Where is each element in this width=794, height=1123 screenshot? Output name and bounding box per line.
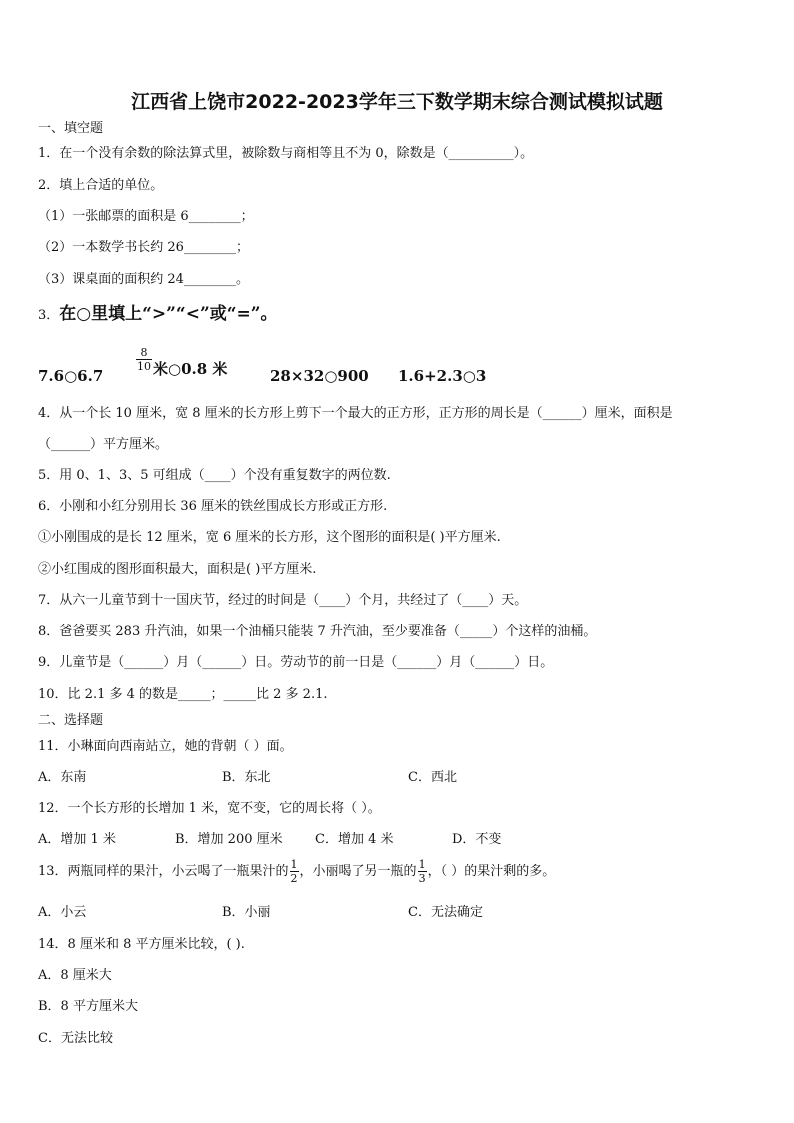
question-6: 6．小刚和小红分别用长 36 厘米的铁丝围成长方形或正方形. — [38, 499, 388, 514]
question-2-part-1: （1）一张邮票的面积是 6________； — [38, 209, 254, 224]
question-9: 9．儿童节是（______）月（______）日。劳动节的前一日是（______）月（______）日。 — [38, 655, 554, 670]
q13-option-a: A．小云 — [38, 905, 87, 920]
question-3-number: 3． — [38, 308, 60, 323]
q13-option-c: C．无法确定 — [408, 905, 483, 920]
question-6-part-2: ②小红围成的图形面积最大，面积是( )平方厘米. — [38, 562, 317, 577]
q11-option-c: C．西北 — [408, 770, 457, 785]
exam-title: 江西省上饶市2022-2023学年三下数学期末综合测试模拟试题 — [131, 91, 663, 113]
question-12: 12．一个长方形的长增加 1 米，宽不变，它的周长将（ ）。 — [38, 801, 381, 816]
fraction-denominator: 10 — [137, 360, 151, 373]
question-3-text: 在○里填上“>”“<”或“=”。 — [59, 304, 278, 324]
question-11: 11．小琳面向西南站立，她的背朝（ ）面。 — [38, 739, 293, 754]
question-1: 1．在一个没有余数的除法算式里，被除数与商相等且不为 0，除数是（__________）。 — [38, 146, 534, 161]
section-heading-fill-in: 一、填空题 — [38, 121, 104, 136]
compare-item-d: 1.6+2.3○3 — [398, 367, 487, 385]
fraction-denominator: 2 — [290, 872, 298, 885]
question-8: 8．爸爸要买 283 升汽油，如果一个油桶只能装 7 升汽油，至少要准备（_____）个这样的油桶。 — [38, 624, 597, 639]
question-13 — [38, 858, 555, 885]
question-3 — [38, 305, 278, 325]
question-6-part-1: ①小刚围成的是长 12 厘米，宽 6 厘米的长方形，这个图形的面积是( )平方厘米. — [38, 530, 501, 545]
question-5: 5．用 0、1、3、5 可组成（____）个没有重复数字的两位数. — [38, 468, 391, 483]
question-2: 2．填上合适的单位。 — [38, 178, 164, 193]
q14-option-b: B．8 平方厘米大 — [38, 999, 138, 1014]
question-13-text-c: ，（ ）的果汁剩的多。 — [427, 864, 556, 879]
fraction-1-3 — [418, 858, 427, 885]
fraction-denominator: 3 — [418, 872, 426, 885]
q11-option-a: A．东南 — [38, 770, 87, 785]
question-2-part-2: （2）一本数学书长约 26________； — [38, 240, 249, 255]
fraction-8-10 — [136, 346, 152, 373]
fraction-numerator: 1 — [290, 858, 298, 871]
section-heading-choice: 二、选择题 — [38, 713, 104, 728]
fraction-1-2 — [290, 858, 299, 885]
fraction-numerator: 8 — [140, 346, 148, 359]
compare-item-b — [135, 346, 228, 378]
q12-option-c: C．增加 4 米 — [315, 832, 394, 847]
compare-item-a: 7.6○6.7 — [38, 367, 104, 385]
q14-option-a: A．8 厘米大 — [38, 968, 112, 983]
q11-option-b: B．东北 — [222, 770, 271, 785]
question-10: 10．比 2.1 多 4 的数是_____；_____比 2 多 2.1. — [38, 687, 328, 702]
question-14: 14．8 厘米和 8 平方厘米比较，( ). — [38, 937, 245, 952]
q12-option-a: A．增加 1 米 — [38, 832, 116, 847]
question-7: 7．从六一儿童节到十一国庆节，经过的时间是（____）个月，共经过了（____）天。 — [38, 593, 528, 608]
question-13-text-b: ，小丽喝了另一瓶的 — [299, 864, 417, 879]
q12-option-b: B．增加 200 厘米 — [175, 832, 283, 847]
q14-option-c: C．无法比较 — [38, 1031, 113, 1046]
q13-option-b: B．小丽 — [222, 905, 271, 920]
compare-item-b-rest: 米○0.8 米 — [153, 359, 228, 378]
question-13-text-a: 13．两瓶同样的果汁，小云喝了一瓶果汁的 — [38, 864, 289, 879]
fraction-numerator: 1 — [418, 858, 426, 871]
question-2-part-3: （3）课桌面的面积约 24________。 — [38, 272, 249, 287]
compare-item-c: 28×32○900 — [270, 367, 369, 385]
question-4-line-2: （______）平方厘米。 — [38, 437, 169, 452]
question-4-line-1: 4．从一个长 10 厘米，宽 8 厘米的长方形上剪下一个最大的正方形，正方形的周长是（______）厘米，面积是 — [38, 406, 673, 421]
q12-option-d: D．不变 — [452, 832, 502, 847]
